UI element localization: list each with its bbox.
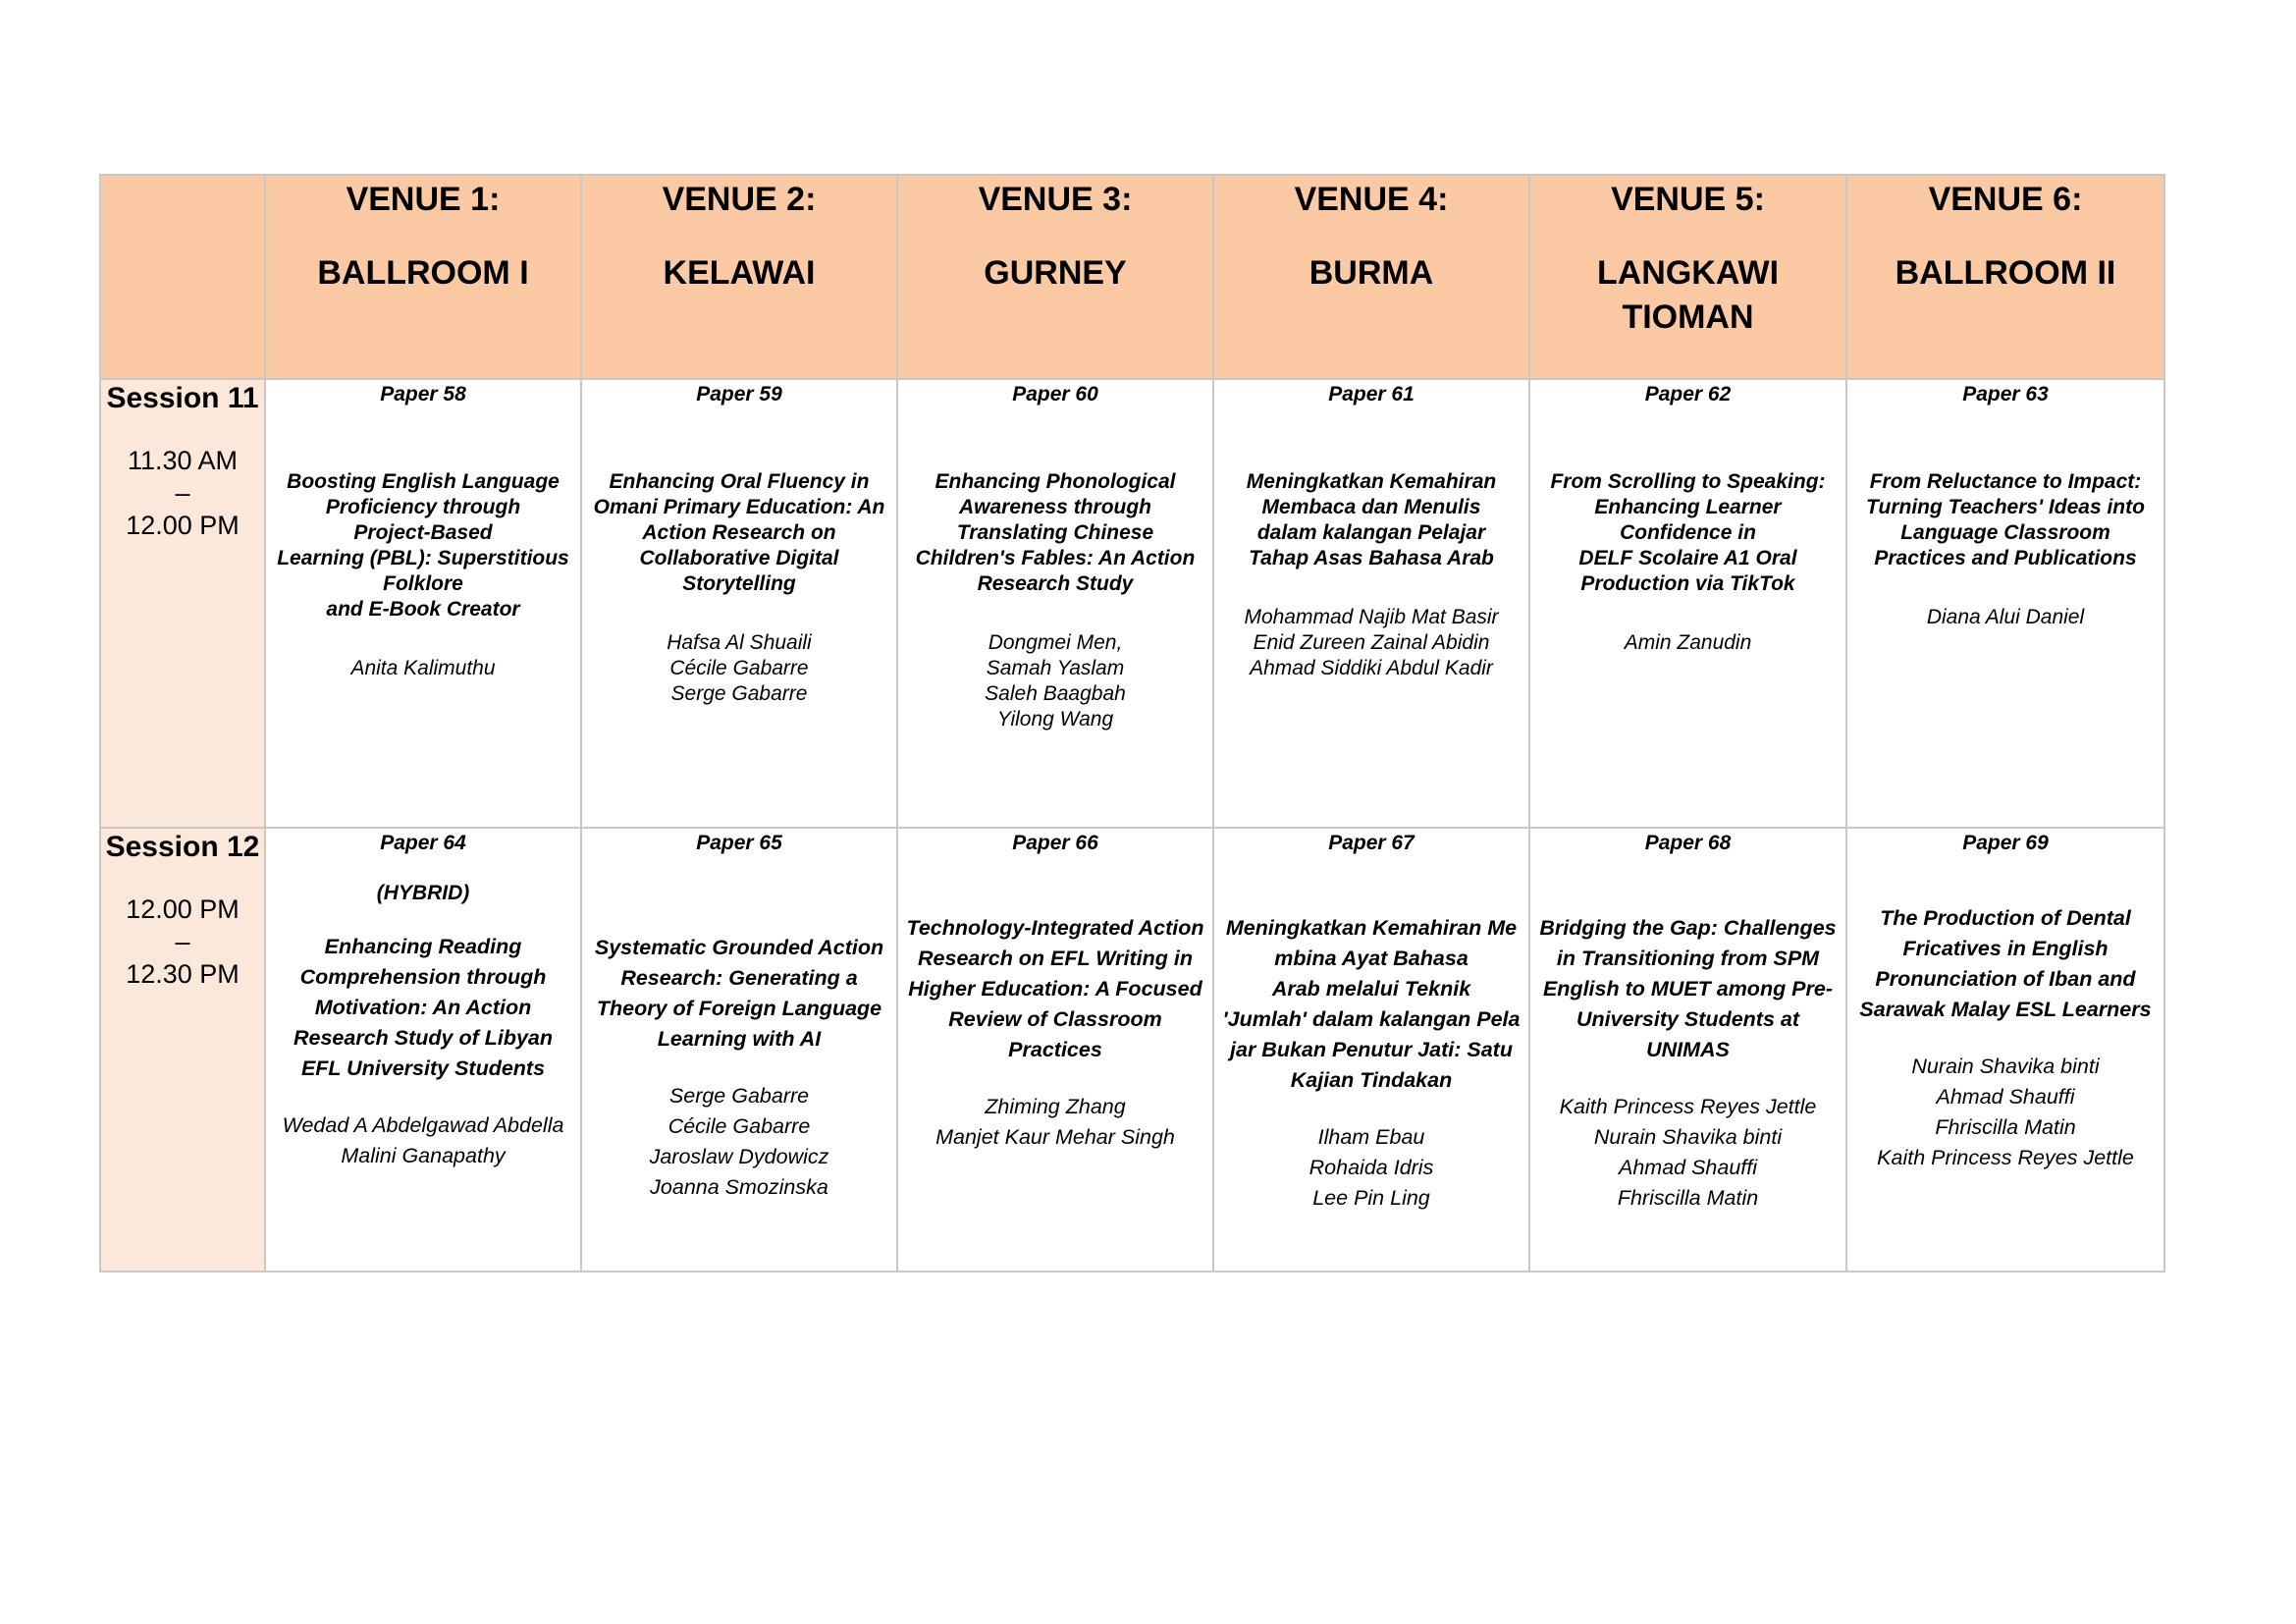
paper-title-line: Action Research on [642, 521, 836, 544]
paper-title-line: Research on EFL Writing in [918, 947, 1193, 970]
paper-title-line: Enhancing Reading [324, 935, 522, 958]
paper-author: Kaith Princess Reyes Jettle [1559, 1095, 1817, 1118]
paper-cell [581, 379, 897, 828]
paper-title-line: The Production of Dental [1880, 906, 2131, 930]
paper-title-line: 'Jumlah' dalam kalangan Pela [1222, 1007, 1521, 1031]
session-time-start: 12.00 PM [126, 894, 240, 924]
paper-title-line: Technology-Integrated Action [906, 916, 1204, 940]
paper-title-line: Enhancing Oral Fluency in [609, 470, 870, 493]
paper-cell [581, 828, 897, 1272]
paper-title-line: Membaca dan Menulis [1261, 496, 1481, 518]
paper-title-line: Theory of Foreign Language [596, 997, 882, 1020]
paper-title-line: UNIMAS [1646, 1038, 1730, 1061]
paper-authors [582, 630, 896, 707]
paper-title-line: and E-Book Creator [326, 598, 520, 621]
paper-author: Wedad A Abdelgawad Abdella [282, 1113, 564, 1137]
paper-id: Paper 65 [696, 832, 782, 854]
paper-title [1214, 469, 1528, 571]
schedule-table [99, 174, 2165, 1272]
header-corner-cell [100, 175, 265, 379]
session-12-row [100, 828, 2164, 1272]
session-name: Session 11 [106, 382, 259, 414]
paper-cell [897, 379, 1213, 828]
paper-id: Paper 67 [1328, 832, 1415, 854]
venue-1-header [265, 175, 581, 379]
paper-author: Fhriscilla Matin [1935, 1115, 2076, 1139]
paper-id: Paper 64 [380, 832, 466, 854]
session-time-dash: – [175, 478, 190, 508]
venue-6-header [1846, 175, 2164, 379]
paper-id: Paper 68 [1644, 832, 1732, 854]
paper-title-line: Motivation: An Action [314, 996, 532, 1019]
venue-2-header [581, 175, 897, 379]
paper-title [266, 932, 580, 1084]
paper-author: Nurain Shavika binti [1911, 1055, 2100, 1078]
paper-author: Serge Gabarre [668, 1084, 810, 1108]
paper-title [898, 469, 1212, 597]
paper-title-line: Storytelling [682, 572, 796, 595]
paper-title-line: Kajian Tindakan [1290, 1068, 1453, 1092]
paper-title [1530, 469, 1845, 597]
session-time [101, 445, 264, 542]
paper-id: Paper 63 [1962, 383, 2049, 406]
venue-number: VENUE 5: [1611, 181, 1765, 218]
paper-title-line: Translating Chinese [956, 521, 1154, 544]
paper-title-line: Tahap Asas Bahasa Arab [1249, 547, 1494, 569]
venue-5-header [1529, 175, 1846, 379]
paper-title-line: University Students at [1576, 1007, 1799, 1031]
paper-author: Mohammad Najib Mat Basir [1244, 606, 1499, 628]
paper-authors [1530, 1092, 1845, 1214]
session-label-cell [100, 379, 265, 828]
session-time-end: 12.00 PM [126, 511, 240, 540]
paper-title-line: Sarawak Malay ESL Learners [1859, 998, 2152, 1021]
paper-cell [1213, 379, 1529, 828]
paper-title-line: DELF Scolaire A1 Oral [1578, 547, 1797, 569]
paper-title [266, 469, 580, 623]
paper-cell [1846, 828, 2164, 1272]
paper-title [1530, 913, 1845, 1065]
paper-author: Diana Alui Daniel [1926, 606, 2085, 628]
venue-name: BURMA [1308, 254, 1434, 292]
paper-title [898, 913, 1212, 1065]
paper-author: Joanna Smozinska [650, 1175, 828, 1199]
venue-name: KELAWAI [663, 254, 816, 292]
paper-title [1847, 903, 2163, 1025]
paper-author: Hafsa Al Shuaili [667, 631, 812, 654]
paper-author: Ahmad Shauffi [1936, 1085, 2075, 1109]
paper-author: Enid Zureen Zainal Abidin [1253, 631, 1490, 654]
paper-authors [1847, 1052, 2163, 1173]
session-time-dash: – [175, 927, 190, 956]
paper-title-line: Children's Fables: An Action [915, 547, 1196, 569]
paper-title-line: Research Study [977, 572, 1134, 595]
session-11-row [100, 379, 2164, 828]
paper-authors [898, 1092, 1212, 1153]
paper-title-line: Awareness through [958, 496, 1152, 518]
paper-authors [1214, 605, 1528, 681]
paper-author: Saleh Baagbah [985, 682, 1126, 705]
paper-cell [1213, 828, 1529, 1272]
paper-title-line: From Reluctance to Impact: [1869, 470, 2142, 493]
paper-cell [1529, 828, 1846, 1272]
paper-cell [1846, 379, 2164, 828]
paper-id: Paper 61 [1328, 383, 1415, 406]
paper-title-line: mbina Ayat Bahasa [1274, 947, 1468, 970]
paper-author: Cécile Gabarre [667, 1114, 811, 1138]
paper-authors [1530, 630, 1845, 656]
paper-title-line: Enhancing Learner [1594, 496, 1782, 518]
paper-title-line: Meningkatkan Kemahiran [1246, 470, 1497, 493]
paper-title-line: Omani Primary Education: An [593, 496, 885, 518]
paper-title-line: Boosting English Language [287, 470, 560, 493]
paper-authors [1214, 1122, 1528, 1214]
paper-cell [897, 828, 1213, 1272]
paper-cell [265, 828, 581, 1272]
paper-mode-note: (HYBRID) [376, 882, 470, 904]
paper-authors [1847, 605, 2163, 630]
paper-title-line: Fricatives in English [1902, 937, 2109, 960]
paper-title-line: in Transitioning from SPM [1556, 947, 1820, 970]
venue-name: BALLROOM I [317, 254, 529, 292]
paper-title-line: English to MUET among Pre- [1542, 977, 1834, 1001]
venue-number: VENUE 3: [978, 181, 1133, 218]
paper-author: Nurain Shavika binti [1593, 1125, 1783, 1149]
paper-title-line: Meningkatkan Kemahiran Me [1225, 916, 1518, 940]
paper-author: Lee Pin Ling [1312, 1186, 1430, 1210]
paper-title-line: Project-Based [353, 521, 493, 544]
paper-cell [265, 379, 581, 828]
paper-authors [582, 1081, 896, 1203]
paper-author: Jaroslaw Dydowicz [649, 1145, 829, 1168]
paper-title [1847, 469, 2163, 571]
paper-title-line: jar Bukan Penutur Jati: Satu [1230, 1038, 1513, 1061]
venue-name: GURNEY [984, 254, 1127, 292]
paper-title-line: dalam kalangan Pelajar [1256, 521, 1486, 544]
paper-title-line: Bridging the Gap: Challenges [1539, 916, 1837, 940]
session-label-cell [100, 828, 265, 1272]
paper-authors [266, 656, 580, 681]
paper-author: Zhiming Zhang [985, 1095, 1126, 1118]
venue-header-row [100, 175, 2164, 379]
paper-id: Paper 59 [696, 383, 782, 406]
paper-title-line: Research Study of Libyan [293, 1026, 554, 1050]
paper-id: Paper 66 [1012, 832, 1098, 854]
paper-author: Dongmei Men, [988, 631, 1123, 654]
paper-author: Rohaida Idris [1308, 1156, 1434, 1179]
paper-title-line: Learning (PBL): Superstitious [277, 547, 569, 569]
paper-author: Ahmad Shauffi [1618, 1156, 1758, 1179]
paper-authors [266, 1110, 580, 1171]
paper-title-line: Learning with AI [657, 1027, 822, 1051]
venue-name: LANGKAWI TIOMAN [1596, 254, 1780, 336]
paper-title-line: Practices and Publications [1874, 547, 2137, 569]
venue-3-header [897, 175, 1213, 379]
paper-title-line: Comprehension through [299, 965, 547, 989]
venue-number: VENUE 4: [1294, 181, 1449, 218]
paper-title-line: Systematic Grounded Action [594, 936, 884, 959]
paper-cell [1529, 379, 1846, 828]
paper-title-line: Pronunciation of Iban and [1875, 967, 2136, 991]
paper-title-line: EFL University Students [300, 1056, 546, 1080]
paper-author: Ahmad Siddiki Abdul Kadir [1250, 657, 1493, 679]
paper-title-line: Enhancing Phonological [934, 470, 1176, 493]
paper-author: Samah Yaslam [986, 657, 1125, 679]
paper-title-line: Turning Teachers' Ideas into [1866, 496, 2145, 518]
paper-title-line: Arab melalui Teknik [1271, 977, 1471, 1001]
paper-title-line: Confidence in [1620, 521, 1756, 544]
paper-authors [898, 630, 1212, 732]
paper-title [582, 469, 896, 597]
paper-id: Paper 69 [1962, 832, 2049, 854]
session-name: Session 12 [105, 831, 260, 863]
paper-author: Ilham Ebau [1317, 1125, 1425, 1149]
venue-number: VENUE 2: [662, 181, 817, 218]
paper-title-line: Production via TikTok [1580, 572, 1795, 595]
paper-title-line: Research: Generating a [620, 966, 858, 990]
venue-4-header [1213, 175, 1529, 379]
paper-title-line: Collaborative Digital [639, 547, 839, 569]
session-time-end: 12.30 PM [126, 959, 240, 989]
paper-author: Amin Zanudin [1624, 631, 1752, 654]
venue-name: BALLROOM II [1895, 254, 2116, 292]
paper-author: Manjet Kaur Mehar Singh [935, 1125, 1175, 1149]
paper-title-line: Folklore [383, 572, 463, 595]
session-time-start: 11.30 AM [127, 446, 239, 475]
paper-author: Yilong Wang [996, 708, 1114, 731]
paper-id: Paper 62 [1644, 383, 1732, 406]
venue-number: VENUE 6: [1928, 181, 2083, 218]
venue-number: VENUE 1: [346, 181, 501, 218]
paper-author: Serge Gabarre [670, 682, 808, 705]
paper-title-line: Proficiency through [325, 496, 521, 518]
paper-author: Malini Ganapathy [341, 1144, 506, 1167]
paper-title-line: Higher Education: A Focused [908, 977, 1202, 1001]
paper-author: Cécile Gabarre [669, 657, 809, 679]
paper-title [582, 933, 896, 1055]
paper-title-line: Language Classroom [1900, 521, 2110, 544]
session-time [101, 893, 264, 991]
paper-title-line: Practices [1008, 1038, 1102, 1061]
paper-title-line: From Scrolling to Speaking: [1550, 470, 1826, 493]
paper-id: Paper 60 [1012, 383, 1098, 406]
paper-author: Fhriscilla Matin [1617, 1186, 1759, 1210]
paper-id: Paper 58 [380, 383, 466, 406]
paper-title [1214, 913, 1528, 1096]
paper-title-line: Review of Classroom [948, 1007, 1162, 1031]
paper-author: Anita Kalimuthu [350, 657, 496, 679]
paper-author: Kaith Princess Reyes Jettle [1877, 1146, 2134, 1169]
